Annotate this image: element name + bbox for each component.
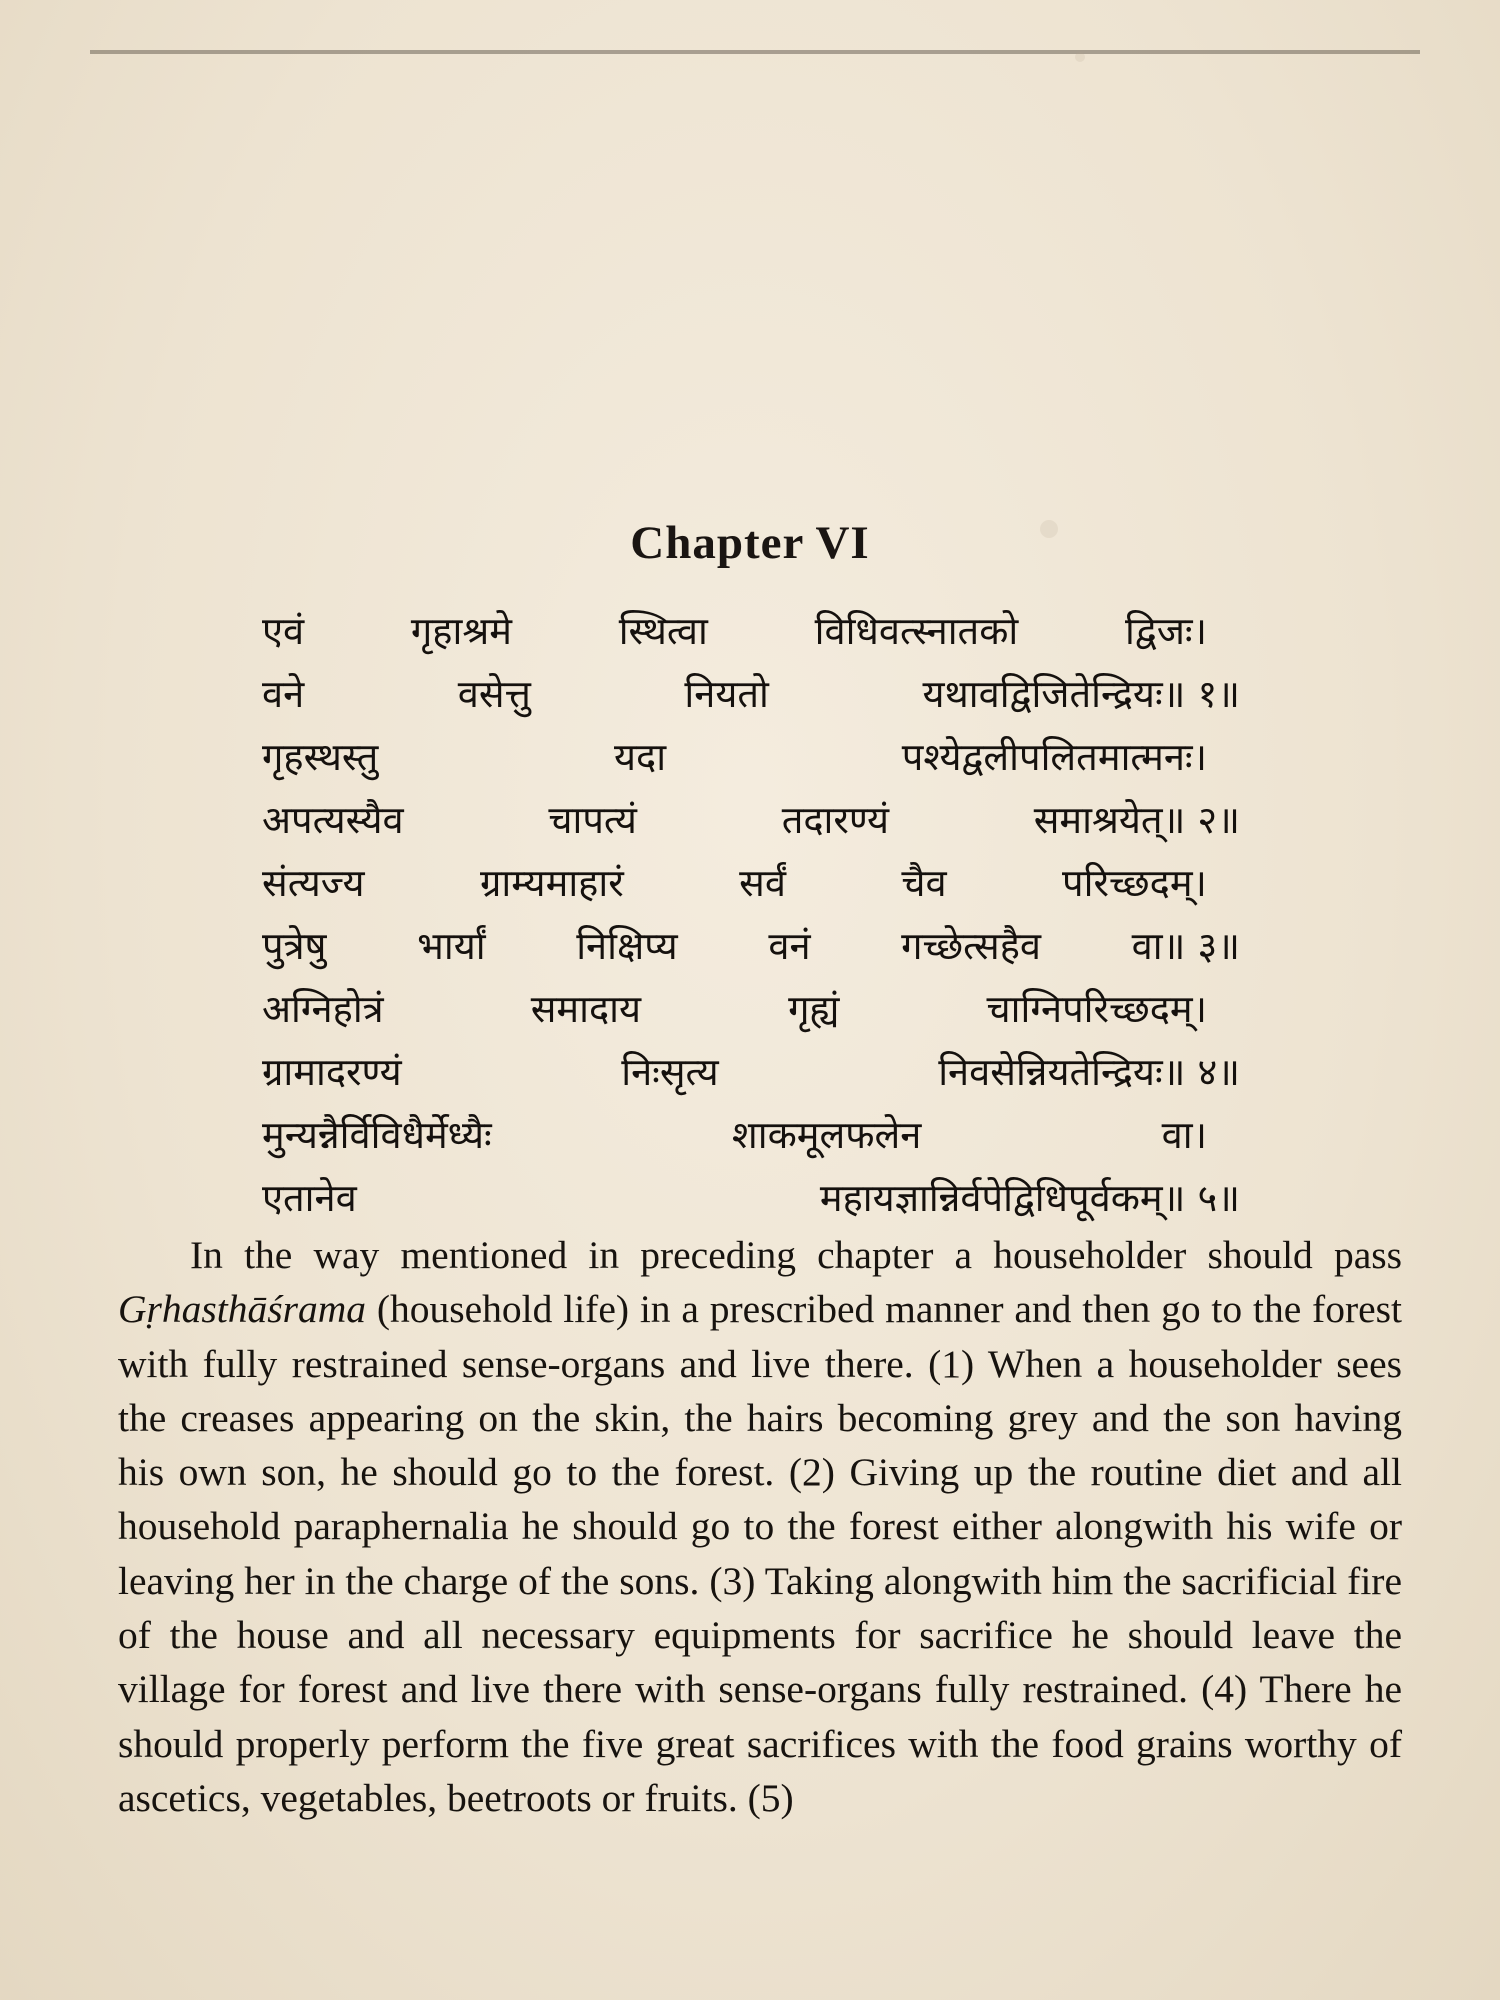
verse-word: निवसेन्नियतेन्द्रियः॥ ४॥	[938, 1050, 1240, 1094]
verse-word: वा।	[1161, 1113, 1207, 1157]
verse-word: सर्वं	[739, 861, 786, 905]
translation-text-part2: (household life) in a prescribed manner and then go to the forest with fully restrained sense-organs and live there. (1) When a householder sees the creases appearing on the skin, the hairs becoming grey and the son having his own son, he should go to the forest. (2) Giving up the routine diet and all household paraphernalia he should go to the forest either alongwith his wife or leaving her in the charge of the sons. (3) Taking alongwith him the sacrificial fire of the house and all necessary equipments for sacrifice he should leave the village for forest and live there with sense-organs fully restrained. (4) There he should properly perform the five great sacrifices with the food grains worthy of ascetics, vegetables, beetroots or fruits. (5)	[118, 1287, 1402, 1820]
verse-word: स्थित्वा	[618, 609, 708, 653]
verse-word: ग्राम्यमाहारं	[479, 861, 624, 905]
verse-word: गृहस्थस्तु	[262, 735, 379, 779]
verse-word: संत्यज्य	[262, 861, 365, 905]
verse-line	[262, 1045, 1240, 1108]
verse-word: विधिवत्स्नातको	[814, 609, 1019, 653]
verse-word: वसेत्तु	[457, 672, 531, 716]
verse-line	[262, 1171, 1240, 1234]
verse-word: नियतो	[684, 672, 769, 716]
verse-word: गृहाश्रमे	[410, 609, 512, 653]
verse-word: एवं	[262, 609, 305, 653]
verse-line	[262, 730, 1207, 793]
verse-word: निःसृत्य	[621, 1050, 719, 1094]
verse-word: गृह्यं	[788, 987, 840, 1031]
verse-word: यदा	[614, 735, 667, 779]
verse-word: वने	[262, 672, 305, 716]
translation-text-part1: In the way mentioned in preceding chapter a householder should pass	[190, 1233, 1402, 1277]
chapter-title: Chapter VI	[630, 517, 870, 569]
verse-word: तदारण्यं	[781, 798, 890, 842]
verse-word: वा॥ ३॥	[1131, 924, 1240, 968]
verse-line	[262, 856, 1207, 919]
verse-line	[262, 667, 1240, 730]
verse-word: चापत्यं	[548, 798, 637, 842]
verse-word: अपत्यस्यैव	[262, 798, 404, 842]
verse-word: महायज्ञान्निर्वपेद्विधिपूर्वकम्॥ ५॥	[819, 1176, 1240, 1220]
verse-word: ग्रामादरण्यं	[262, 1050, 402, 1094]
verse-line	[262, 604, 1207, 667]
verse-word: पश्येद्वलीपलितमात्मनः।	[901, 735, 1207, 779]
verse-word: वनं	[768, 924, 811, 968]
verse-word: अग्निहोत्रं	[262, 987, 384, 1031]
sanskrit-verses	[262, 604, 1240, 1234]
verse-line	[262, 1108, 1207, 1171]
verse-word: गच्छेत्सहैव	[901, 924, 1042, 968]
paper-spot	[1075, 52, 1085, 62]
translation-paragraph	[118, 1228, 1402, 1825]
verse-line	[262, 982, 1207, 1045]
verse-word: यथावद्विजितेन्द्रियः॥ १॥	[922, 672, 1240, 716]
verse-word: भार्यां	[417, 924, 486, 968]
verse-line	[262, 793, 1240, 856]
verse-word: एतानेव	[262, 1176, 357, 1220]
verse-word: परिच्छदम्।	[1062, 861, 1207, 905]
verse-word: द्विजः।	[1125, 609, 1207, 653]
verse-word: चाग्निपरिच्छदम्।	[986, 987, 1207, 1031]
header-rule	[90, 50, 1420, 54]
verse-line	[262, 919, 1240, 982]
verse-word: मुन्यन्नैर्विविधैर्मेध्यैः	[262, 1113, 492, 1157]
verse-word: निक्षिप्य	[576, 924, 678, 968]
verse-word: पुत्रेषु	[262, 924, 327, 968]
translation-term: Gṛhasthāśrama	[118, 1287, 367, 1332]
verse-word: चैव	[901, 861, 947, 905]
verse-word: समादाय	[530, 987, 642, 1031]
verse-word: शाकमूलफलेन	[731, 1113, 922, 1157]
verse-word: समाश्रयेत्॥ २॥	[1033, 798, 1240, 842]
